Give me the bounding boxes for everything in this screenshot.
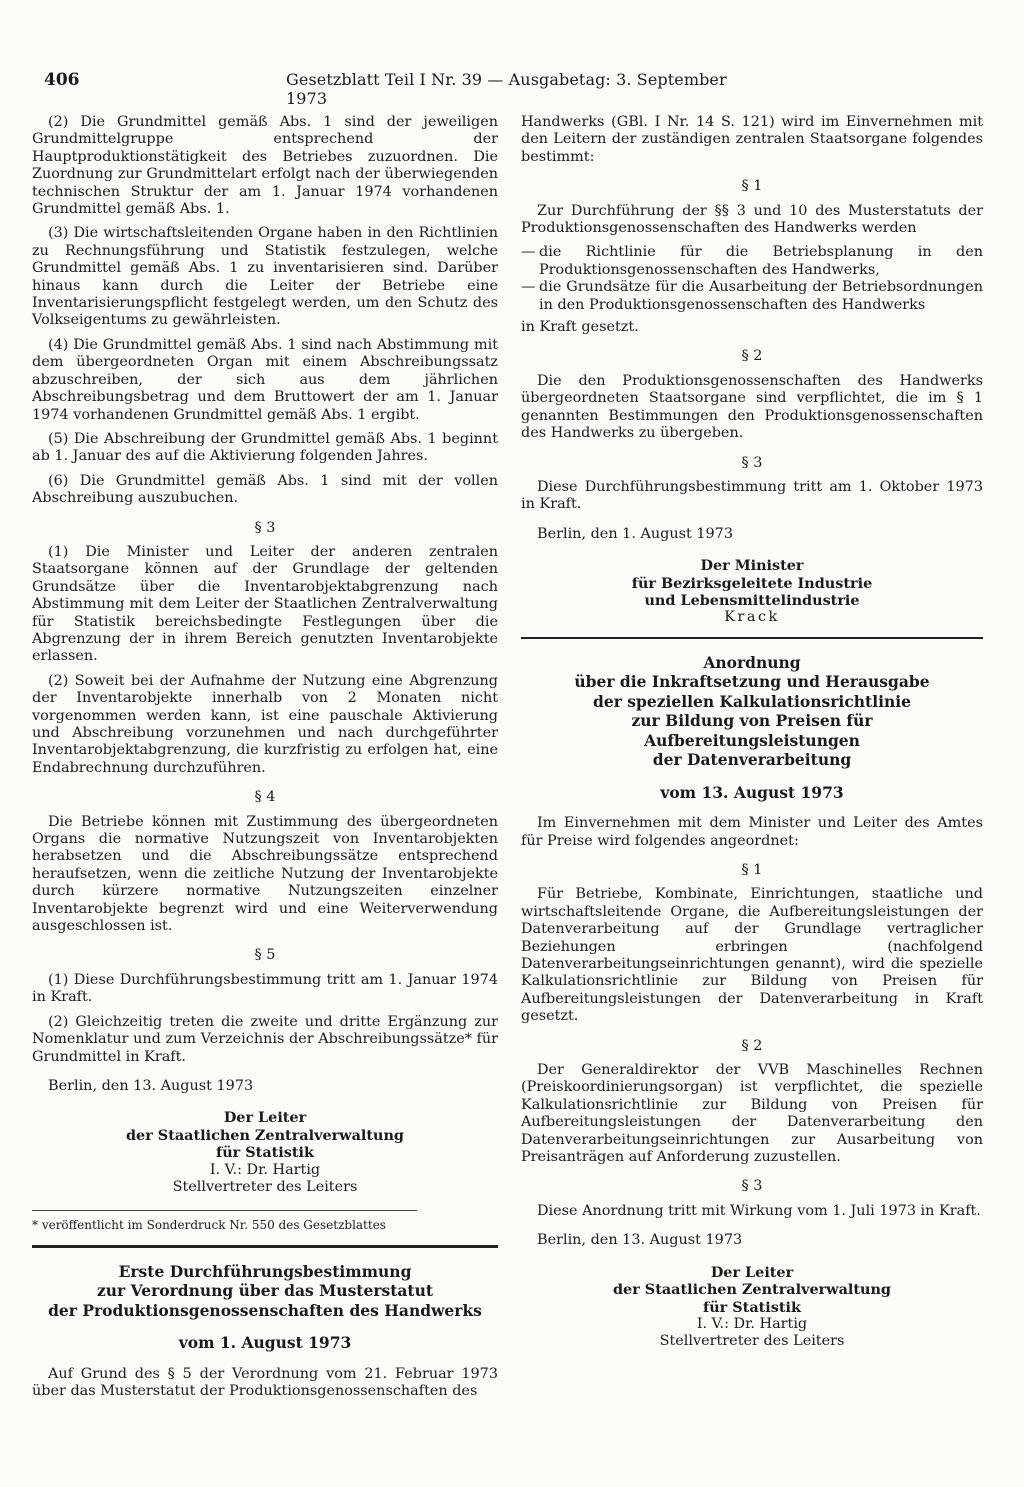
heading-line: der Datenverarbeitung	[652, 750, 852, 770]
heading-line: Anordnung	[703, 652, 801, 672]
document-heading	[521, 653, 983, 770]
signature-title: Der Leiter	[710, 1263, 794, 1281]
signature-title: für Bezirksgeleitete Industrie	[631, 574, 873, 592]
signature-title: und Lebensmittelindustrie	[644, 591, 860, 609]
paragraph: (5) Die Abschreibung der Grundmittel gemäß Abs. 1 beginnt ab 1. Januar des auf die Aktivierung folgenden Jahres.	[32, 430, 498, 465]
section-divider	[521, 637, 983, 639]
paragraph: Die Betriebe können mit Zustimmung des übergeordneten Organs die normative Nutzungszeit von Inventarobjekten herabsetzen und die Abschreibungssätze entsprechend heraufsetzen, wenn die zeitliche Nutzung der Inventarobjekte durch kürzere normative Nutzungszeiten einzelner Inventarobjekte begrenzt wird und eine Weiterverwendung ausgeschlossen ist.	[32, 813, 498, 935]
signatory-role: Stellvertreter des Leiters	[172, 1178, 358, 1195]
heading-line: Erste Durchführungsbestimmung	[118, 1261, 412, 1281]
list-item: — die Grundsätze für die Ausarbeitung der Betriebsordnungen in den Produktionsgenossenschaften des Handwerks	[521, 279, 983, 314]
paragraph: Im Einvernehmen mit dem Minister und Leiter des Amtes für Preise wird folgendes angeordnet:	[521, 815, 983, 849]
place-date: Berlin, den 13. August 1973	[537, 1232, 743, 1249]
section-title: § 3	[741, 1178, 763, 1195]
paragraph: (1) Die Minister und Leiter der anderen zentralen Staatsorgane können auf der Grundlage der geltenden Grundsätze über die Inventarobjektabgrenzung nach Abstimmung mit dem Leiter der Staatlichen Zentralverwaltung für Statistik bereichsbedingte Festlegungen über die Abgrenzung der in ihrem Bereich genutzten Inventarobjekte erlassen.	[32, 543, 498, 665]
section-title: § 5	[254, 947, 276, 964]
page-number: 406	[44, 70, 80, 90]
dash-list	[521, 244, 983, 314]
section-title: § 3	[254, 519, 276, 536]
place-date: Berlin, den 1. August 1973	[537, 525, 733, 542]
paragraph: Diese Anordnung tritt mit Wirkung vom 1. Juli 1973 in Kraft.	[537, 1202, 981, 1219]
signatory-name: I. V.: Dr. Hartig	[696, 1315, 808, 1332]
signature-title: Der Leiter	[223, 1109, 307, 1127]
heading-line: zur Verordnung über das Musterstatut	[96, 1281, 434, 1301]
paragraph: Diese Durchführungsbestimmung tritt am 1. Oktober 1973 in Kraft.	[521, 478, 983, 513]
footnote: * veröffentlicht im Sonderdruck Nr. 550 des Gesetzblattes	[32, 1210, 417, 1234]
paragraph: in Kraft gesetzt.	[521, 319, 639, 336]
signature-title: Der Minister	[700, 557, 804, 575]
paragraph: (2) Soweit bei der Aufnahme der Nutzung eine Abgrenzung der Inventarobjekte innerhalb von 2 Monaten nicht vorgenommen werden kann, ist eine pauschale Aktivierung und Abschreibung vorzunehmen und nach durchgeführter Inventarobjektabgrenzung, die kurzfristig zu erfolgen hat, eine Endabrechnung durchzuführen.	[32, 672, 498, 776]
signature-block	[521, 1264, 983, 1351]
section-title: § 1	[741, 861, 763, 878]
signature-title: der Staatlichen Zentralverwaltung	[126, 1126, 404, 1144]
gazette-title: Gesetzblatt Teil I Nr. 39 — Ausgabetag: 3. September 1973	[286, 70, 727, 108]
paragraph: (6) Die Grundmittel gemäß Abs. 1 sind mit der vollen Abschreibung auszubuchen.	[32, 472, 498, 507]
section-title: § 2	[741, 348, 763, 365]
signature-title: der Staatlichen Zentralverwaltung	[613, 1281, 891, 1299]
paragraph: Für Betriebe, Kombinate, Einrichtungen, staatliche und wirtschaftsleitende Organe, die Aufbereitungsleistungen der Datenverarbeitung auf der Grundlage vertraglicher Beziehungen erbringen (nachfolgend Datenverarbeitungseinrichtungen genannt), wird die spezielle Kalkulationsrichtlinie zur Bildung von Preisen für Aufbereitungsleistungen der Datenverarbeitung in Kraft gesetzt.	[521, 886, 983, 1025]
document-date: vom 1. August 1973	[178, 1333, 352, 1353]
signature-block	[521, 557, 983, 627]
paragraph: Auf Grund des § 5 der Verordnung vom 21. Februar 1973 über das Musterstatut der Produktionsgenossenschaften des	[32, 1365, 498, 1400]
signature-title: für Statistik	[216, 1144, 314, 1162]
heading-line: über die Inkraftsetzung und Herausgabe	[574, 672, 930, 692]
signature-title: für Statistik	[703, 1298, 801, 1316]
paragraph: (4) Die Grundmittel gemäß Abs. 1 sind nach Abstimmung mit dem übergeordneten Organ mit einem Abschreibungssatz abzuschreiben, der sich aus dem jährlichen Abschreibungsbetrag und dem Bruttowert der am 1. Januar 1974 vorhandenen Grundmittel gemäß Abs. 1 ergibt.	[32, 336, 498, 423]
paragraph: Die den Produktionsgenossenschaften des Handwerks übergeordneten Staatsorgane sind verpflichtet, die im § 1 genannten Bestimmungen den Produktionsgenossenschaften des Handwerks zu übergeben.	[521, 372, 983, 442]
section-title: § 3	[741, 454, 763, 471]
paragraph: (2) Gleichzeitig treten die zweite und dritte Ergänzung zur Nomenklatur und zum Verzeichnis der Abschreibungssätze* für Grundmittel in Kraft.	[32, 1013, 498, 1065]
place-date: Berlin, den 13. August 1973	[48, 1077, 254, 1094]
left-column	[32, 114, 498, 1407]
document-date: vom 13. August 1973	[660, 782, 844, 802]
paragraph: (3) Die wirtschaftsleitenden Organe haben in den Richtlinien zu Rechnungsführung und Statistik festzulegen, welche Grundmittel gemäß Abs. 1 zu inventarisieren sind. Darüber hinaus kann durch die Leiter der Betriebe eine Inventarisierungspflicht festgelegt werden, um den Schutz des Volkseigentums zu gewährleisten.	[32, 225, 498, 329]
heading-line: der speziellen Kalkulationsrichtlinie	[593, 691, 911, 711]
paragraph: Handwerks (GBl. I Nr. 14 S. 121) wird im Einvernehmen mit den Leitern der zuständigen zentralen Staatsorgane folgendes bestimmt:	[521, 114, 983, 165]
signatory-name: Krack	[724, 609, 780, 626]
heading-line: zur Bildung von Preisen für Aufbereitungsleistungen	[631, 711, 873, 750]
section-title: § 4	[254, 789, 276, 806]
section-title: § 2	[741, 1037, 763, 1054]
list-item: — die Richtlinie für die Betriebsplanung in den Produktionsgenossenschaften des Handwerks,	[521, 244, 983, 279]
signature-block	[32, 1109, 498, 1196]
heading-line: der Produktionsgenossenschaften des Handwerks	[48, 1300, 482, 1320]
paragraph: (1) Diese Durchführungsbestimmung tritt am 1. Januar 1974 in Kraft.	[32, 971, 498, 1006]
page-header	[44, 70, 744, 108]
signatory-name: I. V.: Dr. Hartig	[209, 1161, 321, 1178]
paragraph: Der Generaldirektor der VVB Maschinelles Rechnen (Preiskoordinierungsorgan) ist verpflichtet, die spezielle Kalkulationsrichtlinie zur Bildung von Preisen für Aufbereitungsleistungen der Datenverarbeitung den Datenverarbeitungseinrichtungen zur Ausarbeitung von Preisanträgen auf Anforderung zuzustellen.	[521, 1062, 983, 1166]
signatory-role: Stellvertreter des Leiters	[659, 1333, 845, 1350]
section-divider	[32, 1245, 498, 1248]
paragraph: Zur Durchführung der §§ 3 und 10 des Musterstatuts der Produktionsgenossenschaften des Handwerks werden	[521, 202, 983, 237]
section-title: § 1	[741, 178, 763, 195]
paragraph: (2) Die Grundmittel gemäß Abs. 1 sind der jeweiligen Grundmittelgruppe entsprechend der Hauptproduktionstätigkeit des Betriebes zuzuordnen. Die Zuordnung zur Grundmittelart erfolgt nach der überwiegenden technischen Struktur der am 1. Januar 1974 vorhandenen Grundmittel gemäß Abs. 1.	[32, 114, 498, 218]
document-heading	[32, 1262, 498, 1321]
right-column	[521, 114, 983, 1357]
